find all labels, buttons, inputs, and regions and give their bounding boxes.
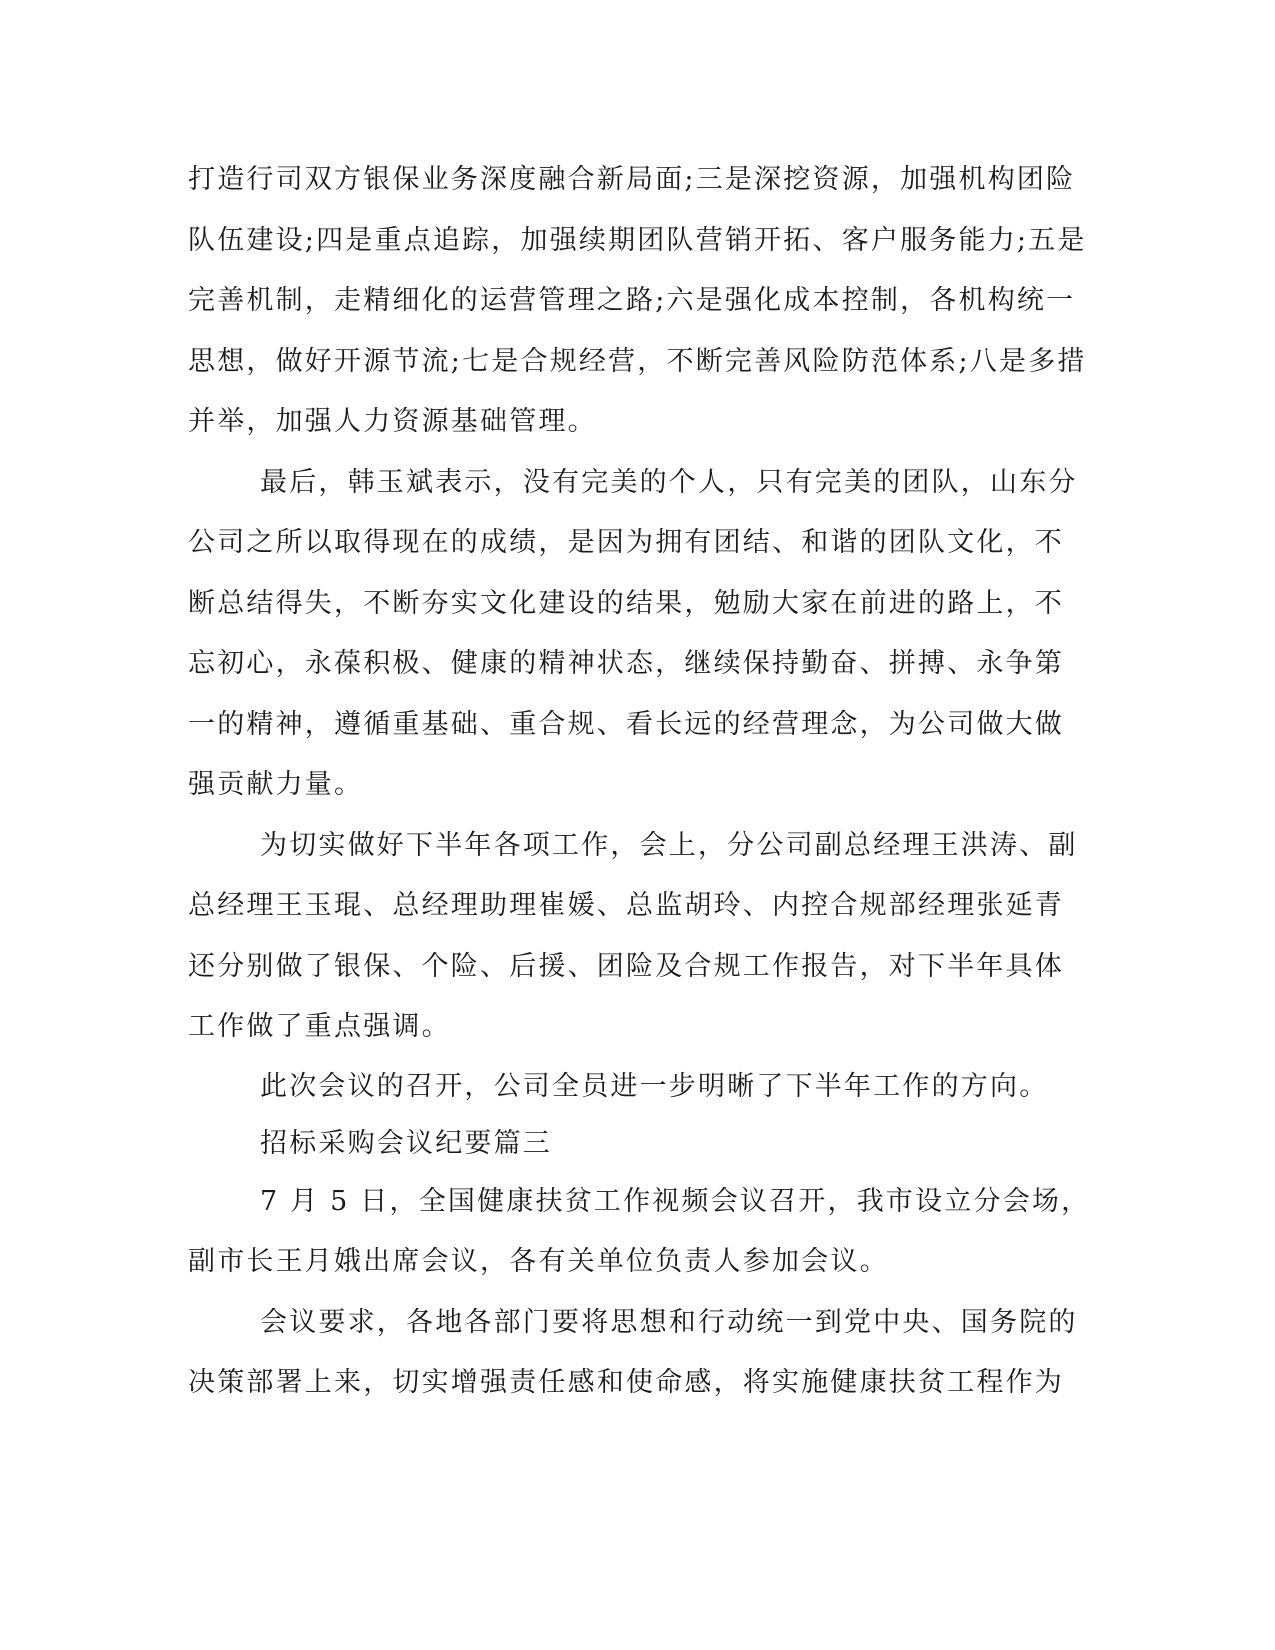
section-heading bbox=[188, 1115, 1088, 1172]
text-line: 打造行司双方银保业务深度融合新局面;三是深挖资源，加强机构团险 bbox=[188, 164, 1076, 195]
paragraph bbox=[188, 1293, 1088, 1414]
text-line: 决策部署上来，切实增强责任感和使命感，将实施健康扶贫工程作为 bbox=[188, 1367, 1064, 1398]
text-line: 最后，韩玉斌表示，没有完美的个人，只有完美的团队，山东分 bbox=[260, 466, 1078, 498]
heading-text: 招标采购会议纪要篇三 bbox=[260, 1127, 552, 1159]
paragraph bbox=[188, 453, 1088, 816]
paragraph bbox=[188, 1058, 1088, 1115]
text-line: 忘初心，永葆积极、健康的精神状态，继续保持勤奋、拼搏、永争第 bbox=[188, 648, 1064, 679]
paragraph bbox=[188, 150, 1088, 453]
text-line: 队伍建设;四是重点追踪，加强续期团队营销开拓、客户服务能力;五是 bbox=[188, 224, 1087, 256]
text-line: 断总结得失，不断夯实文化建设的结果，勉励大家在前进的路上，不 bbox=[188, 587, 1064, 619]
text-line: 思想，做好开源节流;七是合规经营，不断完善风险防范体系;八是多措 bbox=[188, 345, 1087, 377]
document-body bbox=[188, 150, 1091, 1414]
text-line: 总经理王玉琨、总经理助理崔媛、总监胡玲、内控合规部经理张延青 bbox=[188, 890, 1064, 921]
text-line: 并举，加强人力资源基础管理。 bbox=[188, 406, 597, 437]
text-line: 完善机制，走精细化的运营管理之路;六是强化成本控制，各机构统一 bbox=[188, 285, 1076, 316]
text-line: 工作做了重点强调。 bbox=[188, 1011, 451, 1042]
text-line: 为切实做好下半年各项工作，会上，分公司副总经理王洪涛、副 bbox=[260, 829, 1078, 861]
text-line: 会议要求，各地各部门要将思想和行动统一到党中央、国务院的 bbox=[260, 1306, 1078, 1338]
paragraph bbox=[188, 1172, 1091, 1293]
text-line: 强贡献力量。 bbox=[188, 769, 364, 800]
text-line: 公司之所以取得现在的成绩，是因为拥有团结、和谐的团队文化，不 bbox=[188, 527, 1064, 558]
text-line: 还分别做了银保、个险、后援、团险及合规工作报告，对下半年具体 bbox=[188, 950, 1064, 982]
text-line: 7 月 5 日，全国健康扶贫工作视频会议召开，我市设立分会场， bbox=[260, 1185, 1091, 1217]
text-line: 一的精神，遵循重基础、重合规、看长远的经营理念，为公司做大做 bbox=[188, 708, 1064, 740]
paragraph bbox=[188, 816, 1088, 1058]
text-line: 此次会议的召开，公司全员进一步明晰了下半年工作的方向。 bbox=[260, 1070, 1049, 1102]
text-line: 副市长王月娥出席会议，各有关单位负责人参加会议。 bbox=[188, 1246, 889, 1277]
